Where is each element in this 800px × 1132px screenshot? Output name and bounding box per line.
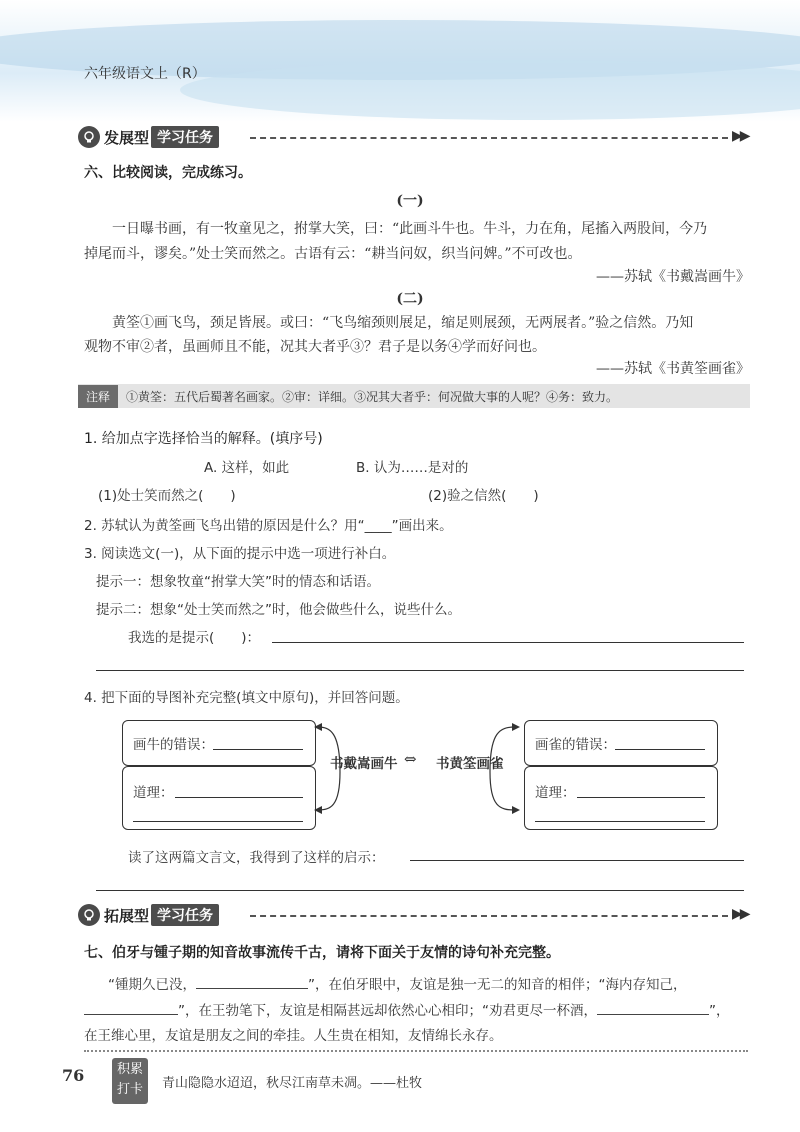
answer-blank[interactable]: (2)验之信然( ): [428, 488, 539, 504]
poem-blank[interactable]: [84, 998, 178, 1015]
section-label: 拓展型: [104, 906, 150, 925]
section-label: 发展型: [104, 128, 150, 147]
section-tag: 学习任务: [151, 126, 219, 148]
section-header-development: [78, 124, 219, 150]
mindmap-label: 道理：: [133, 785, 174, 801]
answer-line[interactable]: [577, 797, 705, 798]
footer-tag: [112, 1058, 148, 1104]
mindmap-connectors: [300, 712, 540, 832]
mindmap-label: 道理：: [535, 785, 576, 801]
mindmap-box: [122, 766, 316, 830]
grade-label: 六年级语文上（R）: [84, 66, 206, 82]
passage-1-source: ——苏轼《书戴嵩画牛》: [596, 269, 750, 285]
dotted-divider: [84, 1050, 748, 1052]
double-arrow-icon: ▶▶: [732, 128, 748, 144]
passage-2-line: 黄筌①画飞鸟，颈足皆展。或曰：“飞鸟缩颈则展足，缩足则展颈，无两展者。”验之信然。乃知: [112, 315, 694, 331]
lightbulb-icon: [78, 126, 100, 148]
answer-line[interactable]: [213, 749, 303, 750]
footer-tag-line: 打卡: [116, 1082, 143, 1097]
answer-line[interactable]: [133, 821, 303, 822]
hint-2: 提示二：想象“处士笑而然之”时，他会做些什么，说些什么。: [96, 602, 461, 618]
notes-text: ①黄筌：五代后蜀著名画家。②审：详细。③况其大者乎：何况做大事的人呢？④务：致力。: [126, 389, 619, 404]
answer-line[interactable]: [175, 797, 303, 798]
answer-blank[interactable]: (1)处士笑而然之( ): [98, 488, 236, 504]
mindmap-center-right: 书黄筌画雀: [436, 756, 504, 772]
double-arrow-icon: ⇔: [404, 750, 417, 768]
section-header-extension: [78, 902, 219, 928]
answer-line[interactable]: [615, 749, 705, 750]
notes-tag: 注释: [78, 385, 118, 408]
mindmap-box: [122, 720, 316, 766]
poem-text: ”，在伯牙眼中，友谊是独一无二的知音的相伴；“海内存知己，: [308, 977, 687, 993]
mindmap-center-left: 书戴嵩画牛: [330, 756, 398, 772]
answer-line[interactable]: [272, 642, 744, 643]
poem-text: ”，: [709, 1003, 730, 1019]
question-7-title: 七、伯牙与锺子期的知音故事流传千古，请将下面关于友情的诗句补充完整。: [84, 945, 560, 961]
subquestion-2-title: 2. 苏轼认为黄筌画飞鸟出错的原因是什么？用“____”画出来。: [84, 518, 453, 534]
option-b: B. 认为……是对的: [356, 460, 469, 476]
answer-line[interactable]: [535, 821, 705, 822]
section-tag: 学习任务: [151, 904, 219, 926]
page-number: 76: [62, 1066, 85, 1085]
double-arrow-icon: ▶▶: [732, 906, 748, 922]
poem-text: ”，在王勃笔下，友谊是相隔甚远却依然心心相印；“劝君更尽一杯酒，: [178, 1003, 597, 1019]
mindmap-label: 画牛的错误：: [133, 737, 214, 753]
passage-1-line: 一日曝书画，有一牧童见之，拊掌大笑，曰：“此画斗牛也。牛斗，力在角，尾搐入两股间，今乃: [112, 221, 708, 237]
answer-line[interactable]: [96, 890, 744, 891]
poem-paragraph-line: [108, 972, 687, 995]
footer-tag-line: 积累: [116, 1062, 143, 1077]
passage-1-heading: (一): [396, 193, 424, 209]
choice-label: 我选的是提示( )：: [128, 630, 261, 646]
passage-2-heading: (二): [396, 291, 424, 307]
header-banner: [0, 0, 800, 122]
banner-wave: [180, 60, 800, 120]
mindmap-label: 画雀的错误：: [535, 737, 616, 753]
subquestion-3-title: 3. 阅读选文(一)，从下面的提示中选一项进行补白。: [84, 546, 396, 562]
subquestion-1-title: 1. 给加点字选择恰当的解释。(填序号): [84, 431, 323, 447]
dashed-divider: [250, 915, 728, 917]
footer-quote: 青山隐隐水迢迢，秋尽江南草未凋。——杜牧: [162, 1076, 423, 1091]
passage-2-line: 观物不审②者，虽画师且不能，况其大者乎③？君子是以务④学而好问也。: [84, 339, 546, 355]
poem-text: “锺期久已没，: [108, 977, 196, 993]
option-a: A. 这样，如此: [204, 460, 290, 476]
poem-blank[interactable]: [196, 972, 308, 989]
question-6-title: 六、比较阅读，完成练习。: [84, 165, 252, 181]
lightbulb-icon: [78, 904, 100, 926]
mindmap-box: [524, 720, 718, 766]
poem-paragraph-line: [84, 998, 730, 1021]
answer-line[interactable]: [410, 860, 744, 861]
notes-bar: [78, 384, 750, 408]
passage-1-line: 掉尾而斗，谬矣。”处士笑而然之。古语有云：“耕当问奴，织当问婢。”不可改也。: [84, 246, 582, 262]
insight-label: 读了这两篇文言文，我得到了这样的启示：: [128, 850, 385, 866]
dashed-divider: [250, 137, 728, 139]
poem-blank[interactable]: [597, 998, 709, 1015]
mindmap-box: [524, 766, 718, 830]
passage-2-source: ——苏轼《书黄筌画雀》: [596, 361, 750, 377]
hint-1: 提示一：想象牧童“拊掌大笑”时的情态和话语。: [96, 574, 380, 590]
poem-paragraph-line: 在王维心里，友谊是朋友之间的牵挂。人生贵在相知，友情绵长永存。: [84, 1028, 503, 1044]
subquestion-4-title: 4. 把下面的导图补充完整(填文中原句)，并回答问题。: [84, 690, 409, 706]
answer-line[interactable]: [96, 670, 744, 671]
